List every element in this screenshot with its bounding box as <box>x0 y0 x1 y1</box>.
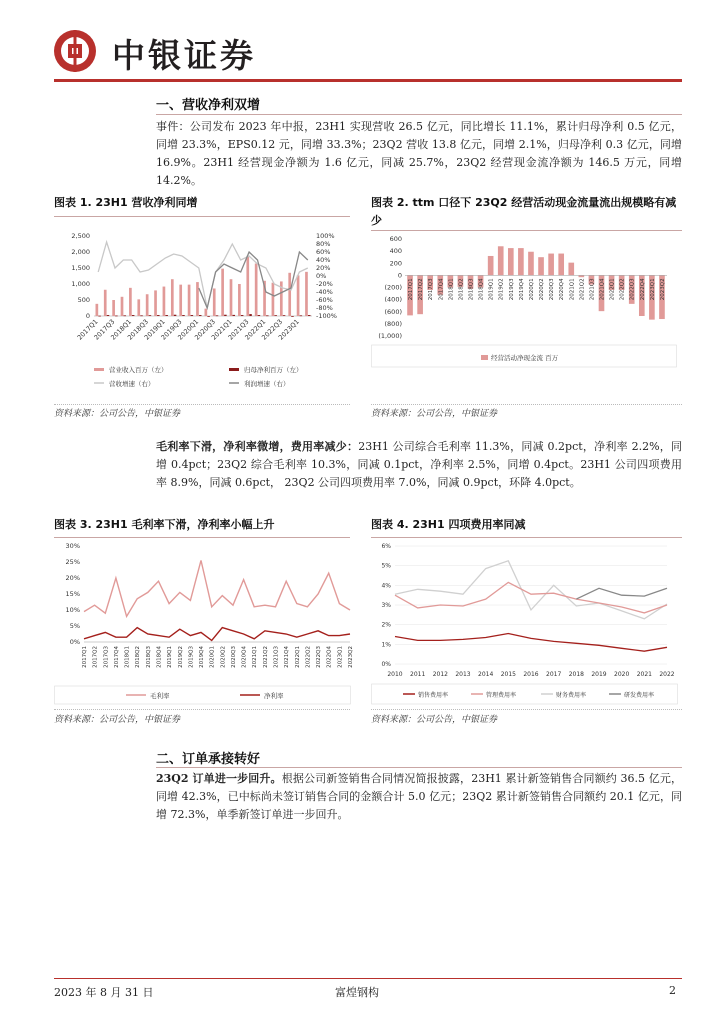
fig3-legend-net: 净利率 <box>264 692 284 700</box>
fig1-ytick-left: 500 <box>77 296 90 304</box>
fig4-chart <box>371 540 682 706</box>
fig2-xtick: 2018Q1 <box>448 278 455 301</box>
fig2-xtick: 2018Q3 <box>468 278 475 301</box>
fig3-xtick: 2020Q2 <box>220 646 227 668</box>
fig1-source: 资料来源：公司公告，中银证券 <box>54 409 181 419</box>
fig1-bar-profit <box>291 316 294 317</box>
fig4-xtick: 2020 <box>614 671 630 678</box>
fig1-ytick-right: -20% <box>316 280 333 288</box>
fig1-xtick: 2022Q3 <box>260 317 285 342</box>
fig1-bar-profit <box>241 315 244 316</box>
fig1-bar-profit <box>199 315 202 316</box>
fig3-xtick: 2020Q4 <box>241 646 248 668</box>
fig2-ytick: 200 <box>389 259 402 268</box>
fig1-bar-profit <box>283 315 286 316</box>
fig2-bar <box>498 246 504 275</box>
fig3-bottom-rule <box>54 709 350 710</box>
fig2-xtick: 2022Q1 <box>609 278 616 301</box>
fig4-line-finance <box>395 561 667 619</box>
fig1-ytick-right: 0% <box>316 272 327 280</box>
fig1-bar-profit <box>233 315 236 316</box>
fig1-bar-revenue <box>246 256 249 316</box>
fig3-xtick: 2021Q4 <box>284 646 291 668</box>
fig1-xtick: 2020Q3 <box>193 317 217 342</box>
fig3-xtick: 2019Q3 <box>188 646 195 668</box>
fig2-bar <box>508 248 514 275</box>
fig3-xtick: 2019Q4 <box>199 646 206 668</box>
fig2-ytick: (1,000) <box>378 332 402 340</box>
fig1-xtick: 2018Q3 <box>126 317 150 342</box>
fig3-xtick: 2020Q1 <box>209 646 216 668</box>
fig2-xtick: 2017Q1 <box>408 278 415 301</box>
fig4-xtick: 2013 <box>455 671 471 678</box>
fig3-ytick: 30% <box>65 542 80 550</box>
fig4-ytick: 4% <box>381 582 391 590</box>
fig2-source: 资料来源：公司公告，中银证券 <box>371 409 498 419</box>
fig2-xtick: 2023Q2 <box>659 278 666 301</box>
orders-paragraph <box>156 770 682 824</box>
fig2-bar <box>488 256 494 275</box>
fig1-bar-revenue <box>179 285 182 316</box>
fig1-bar-revenue <box>288 273 291 316</box>
fig2-ytick: 400 <box>389 247 402 256</box>
fig4-title: 图表 4. 23H1 四项费用率同减 <box>371 518 526 531</box>
fig2-xtick: 2021Q2 <box>579 278 586 301</box>
fig4-bottom-rule <box>371 709 682 710</box>
fig1-legend-swatch-revenue <box>94 368 104 371</box>
fig2-xtick: 2019Q3 <box>508 278 515 301</box>
fig2-xtick: 2019Q1 <box>488 278 495 301</box>
header-rule <box>54 79 682 82</box>
footer-rule <box>54 978 682 979</box>
fig2-bar <box>528 252 534 276</box>
fig3-xtick: 2022Q1 <box>294 646 301 668</box>
fig1-xtick: 2023Q1 <box>276 317 301 342</box>
fig1-xtick: 2019Q3 <box>159 317 184 342</box>
fig4-xtick: 2016 <box>523 671 539 678</box>
fig2-ytick: 600 <box>389 235 402 243</box>
brand-logo-icon <box>52 28 98 74</box>
section2-rule <box>156 767 682 768</box>
fig4-line-admin <box>395 582 667 613</box>
fig1-ytick-left: 1,000 <box>71 280 90 288</box>
fig2-xtick: 2022Q2 <box>619 278 626 301</box>
fig2-xtick: 2021Q3 <box>589 278 596 301</box>
fig2-legend-swatch <box>481 355 488 360</box>
fig4-xtick: 2015 <box>500 671 516 678</box>
footer-date: 2023 年 8 月 31 日 <box>54 986 154 999</box>
fig4-legend-finance: 财务费用率 <box>556 692 587 699</box>
fig2-xtick: 2020Q2 <box>539 278 546 301</box>
fig3-xtick: 2018Q3 <box>145 646 152 668</box>
fig1-bar-profit <box>107 315 110 316</box>
fig3-ytick: 20% <box>65 574 80 582</box>
fig3-xtick: 2022Q4 <box>326 646 333 668</box>
fig1-bar-profit <box>258 315 261 316</box>
fig1-bar-revenue <box>112 300 115 316</box>
fig4-ytick: 0% <box>381 661 391 668</box>
fig2-xtick: 2021Q4 <box>599 278 606 301</box>
fig1-title: 图表 1. 23H1 营收净利同增 <box>54 196 198 209</box>
fig2-xtick: 2018Q4 <box>478 278 485 301</box>
fig1-ytick-right: 40% <box>316 256 331 264</box>
fig1-legend-profit: 归母净利百万（左） <box>244 366 303 374</box>
fig2-ytick: (400) <box>384 295 402 304</box>
fig4-xtick: 2018 <box>568 671 584 678</box>
fig1-legend-swatch-profit <box>229 368 239 371</box>
fig1-bar-profit <box>124 315 127 316</box>
fig1-bar-profit <box>300 315 303 316</box>
section1-rule <box>156 114 682 115</box>
fig2-bar <box>538 257 544 275</box>
margin-paragraph-body: 23H1 公司综合毛利率 11.3%，同减 0.2pct，净利率 2.2%，同增 0.4pct；23Q2 综合毛利率 10.3%，同减 0.1pct，净利率 2.5%，同增 0.4pct。23H1 公司四项费用率 8.9%，同减 0.6pct， 23Q2 公司四项费用率 7.0%，同减 0.9pct，环降 4.0pct。 <box>156 440 682 489</box>
fig2-xtick: 2017Q2 <box>418 278 425 301</box>
fig3-xtick: 2022Q3 <box>316 646 323 668</box>
fig4-xtick: 2010 <box>387 671 403 678</box>
section2-title: 二、订单承接转好 <box>156 752 261 767</box>
fig2-title: 图表 2. ttm 口径下 23Q2 经营活动现金流量流出规模略有减少 <box>371 196 677 227</box>
fig1-ytick-right: 60% <box>316 248 331 256</box>
fig1-ytick-left: 2,500 <box>71 232 90 240</box>
fig1-bar-profit <box>98 316 101 317</box>
fig1-bar-revenue <box>154 290 157 316</box>
fig1-bar-profit <box>274 315 277 316</box>
fig3-xtick: 2017Q4 <box>113 646 120 668</box>
fig3-ytick: 15% <box>65 590 80 598</box>
fig1-ytick-right: -40% <box>316 288 333 296</box>
fig1-ytick-right: -60% <box>316 296 333 304</box>
fig1-ytick-right: 100% <box>316 232 335 240</box>
fig1-xtick: 2021Q3 <box>226 317 251 342</box>
fig1-bar-profit <box>207 316 210 317</box>
fig1-bar-profit <box>249 314 252 316</box>
fig2-ytick: (600) <box>384 307 402 316</box>
section1-title: 一、营收净利双增 <box>156 98 261 113</box>
fig3-line-gross <box>84 560 350 616</box>
fig1-legend-profgrowth: 利润增速（右） <box>244 380 290 388</box>
fig4-xtick: 2019 <box>591 671 607 678</box>
fig1-bar-profit <box>149 315 152 316</box>
fig2-ytick: 0 <box>397 271 402 280</box>
fig2-bar <box>568 263 574 276</box>
fig1-ytick-left: 2,000 <box>71 248 90 256</box>
fig3-xtick: 2017Q1 <box>82 646 88 668</box>
fig4-legend-rnd: 研发费用率 <box>624 692 655 699</box>
fig4-legend-admin: 管理费用率 <box>486 692 517 699</box>
fig1-ytick-left: 1,500 <box>71 264 90 272</box>
orders-paragraph-lead: 23Q2 订单进一步回升。 <box>156 772 282 785</box>
fig4-top-rule <box>371 537 682 538</box>
fig1-bottom-rule <box>54 404 350 405</box>
fig2-legend-label: 经营活动净现金流 百万 <box>491 354 559 362</box>
fig1-bar-revenue <box>104 290 107 316</box>
section1-paragraph: 事件：公司发布 2023 年中报，23H1 实现营收 26.5 亿元，同比增长 11.1%，累计归母净利 0.5 亿元，同增 23.3%，EPS0.12 元，同增 33.3%；23Q2 营收 13.8 亿元，同增 2.1%，归母净利 0.3 亿元，同增 16.9%。23H1 经营现金净额为 1.6 亿元，同减 25.7%，23Q2 经营现金流净额为 146.5 万元，同增 14.2%。 <box>156 120 682 187</box>
fig2-chart <box>371 233 682 401</box>
fig3-xtick: 2023Q2 <box>348 646 354 668</box>
fig1-bar-revenue <box>188 285 191 316</box>
footer-company: 富煌钢构 <box>335 986 379 999</box>
fig1-bar-revenue <box>272 283 275 316</box>
fig2-ytick: (800) <box>384 319 402 328</box>
fig3-xtick: 2018Q1 <box>124 646 131 668</box>
fig3-line-net <box>84 628 350 641</box>
fig4-line-rnd <box>576 588 667 599</box>
fig1-ytick-right: 80% <box>316 240 331 248</box>
fig1-bar-revenue <box>205 309 208 316</box>
fig4-xtick: 2022 <box>659 671 675 678</box>
fig4-ytick: 3% <box>381 602 391 609</box>
fig1-bar-revenue <box>96 304 99 316</box>
fig1-chart <box>54 220 354 400</box>
fig1-xtick: 2017Q3 <box>92 317 117 342</box>
fig2-xtick: 2021Q1 <box>569 278 576 301</box>
fig2-xtick: 2023Q1 <box>649 278 656 301</box>
fig3-ytick: 10% <box>65 606 80 614</box>
fig1-bar-revenue <box>221 269 224 316</box>
fig1-bar-profit <box>182 315 185 316</box>
fig3-top-rule <box>54 537 350 538</box>
fig1-ytick-right: 20% <box>316 264 331 272</box>
fig4-line-sales <box>395 634 667 652</box>
fig3-ytick: 5% <box>69 622 80 630</box>
fig1-top-rule <box>54 216 350 217</box>
fig3-xtick: 2017Q3 <box>103 646 110 668</box>
orders-paragraph-body: 根据公司新签销售合同情况简报披露，23H1 累计新签销售合同额约 36.5 亿元，同增 42.3%，已中标尚未签订销售合同的金额合计 5.0 亿元；23Q2 累计新签销售合同额约 20.1 亿元，同增 72.3%，单季新签订单进一步回升。 <box>156 772 682 821</box>
fig2-bar <box>548 254 554 276</box>
fig2-bottom-rule <box>371 404 682 405</box>
fig3-xtick: 2021Q3 <box>273 646 280 668</box>
fig2-xtick: 2017Q4 <box>438 278 445 301</box>
fig1-bar-profit <box>115 316 118 317</box>
fig1-xtick: 2022Q1 <box>243 317 268 342</box>
fig2-xtick: 2020Q4 <box>559 278 566 301</box>
fig3-xtick: 2021Q1 <box>252 646 259 668</box>
fig1-bar-profit <box>191 315 194 316</box>
fig2-xtick: 2019Q2 <box>498 278 505 301</box>
fig2-xtick: 2020Q3 <box>549 278 556 301</box>
fig3-xtick: 2018Q2 <box>135 646 142 668</box>
fig1-bar-profit <box>308 315 311 316</box>
fig1-bar-revenue <box>171 279 174 316</box>
fig2-xtick: 2017Q3 <box>428 278 435 301</box>
fig1-xtick: 2021Q1 <box>209 317 234 342</box>
fig1-bar-profit <box>132 315 135 316</box>
fig3-xtick: 2017Q2 <box>92 646 99 668</box>
fig1-bar-profit <box>216 315 219 316</box>
margin-paragraph-lead: 毛利率下滑，净利率微增，费用率减少： <box>156 440 359 453</box>
fig3-xtick: 2021Q2 <box>262 646 269 668</box>
fig4-xtick: 2011 <box>410 671 426 678</box>
fig1-bar-revenue <box>129 288 132 316</box>
fig1-bar-revenue <box>213 288 216 316</box>
margin-paragraph <box>156 438 682 492</box>
fig2-xtick: 2019Q4 <box>518 278 525 301</box>
fig1-bar-revenue <box>196 282 199 316</box>
fig1-bar-revenue <box>230 279 233 316</box>
fig3-xtick: 2020Q3 <box>230 646 237 668</box>
fig2-ytick: (200) <box>384 283 402 292</box>
fig4-ytick: 2% <box>381 621 391 629</box>
fig1-bar-profit <box>157 315 160 316</box>
fig1-xtick: 2019Q1 <box>142 317 167 342</box>
fig2-xtick: 2018Q2 <box>458 278 465 301</box>
fig4-xtick: 2017 <box>546 671 562 678</box>
fig4-xtick: 2014 <box>478 671 494 678</box>
fig4-xtick: 2012 <box>432 671 448 678</box>
fig4-ytick: 5% <box>381 562 391 570</box>
fig1-bar-revenue <box>121 297 124 316</box>
fig1-ytick-left: 0 <box>85 312 90 320</box>
fig3-xtick: 2019Q1 <box>167 646 174 668</box>
fig1-bar-revenue <box>137 299 140 316</box>
fig1-bar-profit <box>140 315 143 316</box>
fig1-xtick: 2018Q1 <box>109 317 134 342</box>
fig4-ytick: 6% <box>381 543 391 550</box>
fig3-legend-box <box>55 686 351 704</box>
fig3-source: 资料来源：公司公告，中银证券 <box>54 715 181 725</box>
fig3-ytick: 25% <box>65 558 80 566</box>
fig2-xtick: 2020Q1 <box>528 278 535 301</box>
fig1-ytick-right: -80% <box>316 304 333 312</box>
fig4-source: 资料来源：公司公告，中银证券 <box>371 715 498 725</box>
fig1-bar-profit <box>266 315 269 316</box>
fig1-bar-profit <box>224 315 227 316</box>
fig1-bar-revenue <box>163 287 166 316</box>
fig1-bar-profit <box>165 315 168 316</box>
fig2-xtick: 2022Q4 <box>639 278 646 301</box>
fig1-bar-revenue <box>146 294 149 316</box>
fig1-bar-revenue <box>255 264 258 316</box>
fig4-xtick: 2021 <box>636 671 652 678</box>
fig2-top-rule <box>371 230 682 231</box>
fig1-xtick: 2020Q1 <box>176 317 201 342</box>
fig3-legend-gross: 毛利率 <box>150 692 170 700</box>
fig3-xtick: 2019Q2 <box>177 646 184 668</box>
fig4-ytick: 1% <box>381 641 391 649</box>
fig3-ytick: 0% <box>69 638 80 646</box>
fig2-xtick: 2022Q3 <box>629 278 636 301</box>
fig3-title: 图表 3. 23H1 毛利率下滑，净利率小幅上升 <box>54 518 275 531</box>
footer-page-number: 2 <box>669 984 676 997</box>
fig1-legend-revgrowth: 营收增速（右） <box>109 380 155 388</box>
fig1-bar-revenue <box>238 284 241 316</box>
fig4-legend-sales: 销售费用率 <box>418 692 449 699</box>
fig2-bar <box>518 248 524 275</box>
fig1-xtick: 2017Q1 <box>75 317 100 342</box>
fig1-bar-revenue <box>297 275 300 316</box>
fig1-bar-revenue <box>305 272 308 316</box>
fig3-xtick: 2023Q1 <box>337 646 344 668</box>
brand-name: 中银证券 <box>112 36 256 75</box>
fig1-ytick-right: -100% <box>316 312 337 320</box>
fig2-bar <box>558 254 564 276</box>
fig1-bar-profit <box>174 315 177 316</box>
fig1-legend-revenue: 营业收入百万（左） <box>109 366 168 374</box>
fig3-chart <box>54 540 354 706</box>
fig3-xtick: 2018Q4 <box>156 646 163 668</box>
fig3-xtick: 2022Q2 <box>305 646 312 668</box>
